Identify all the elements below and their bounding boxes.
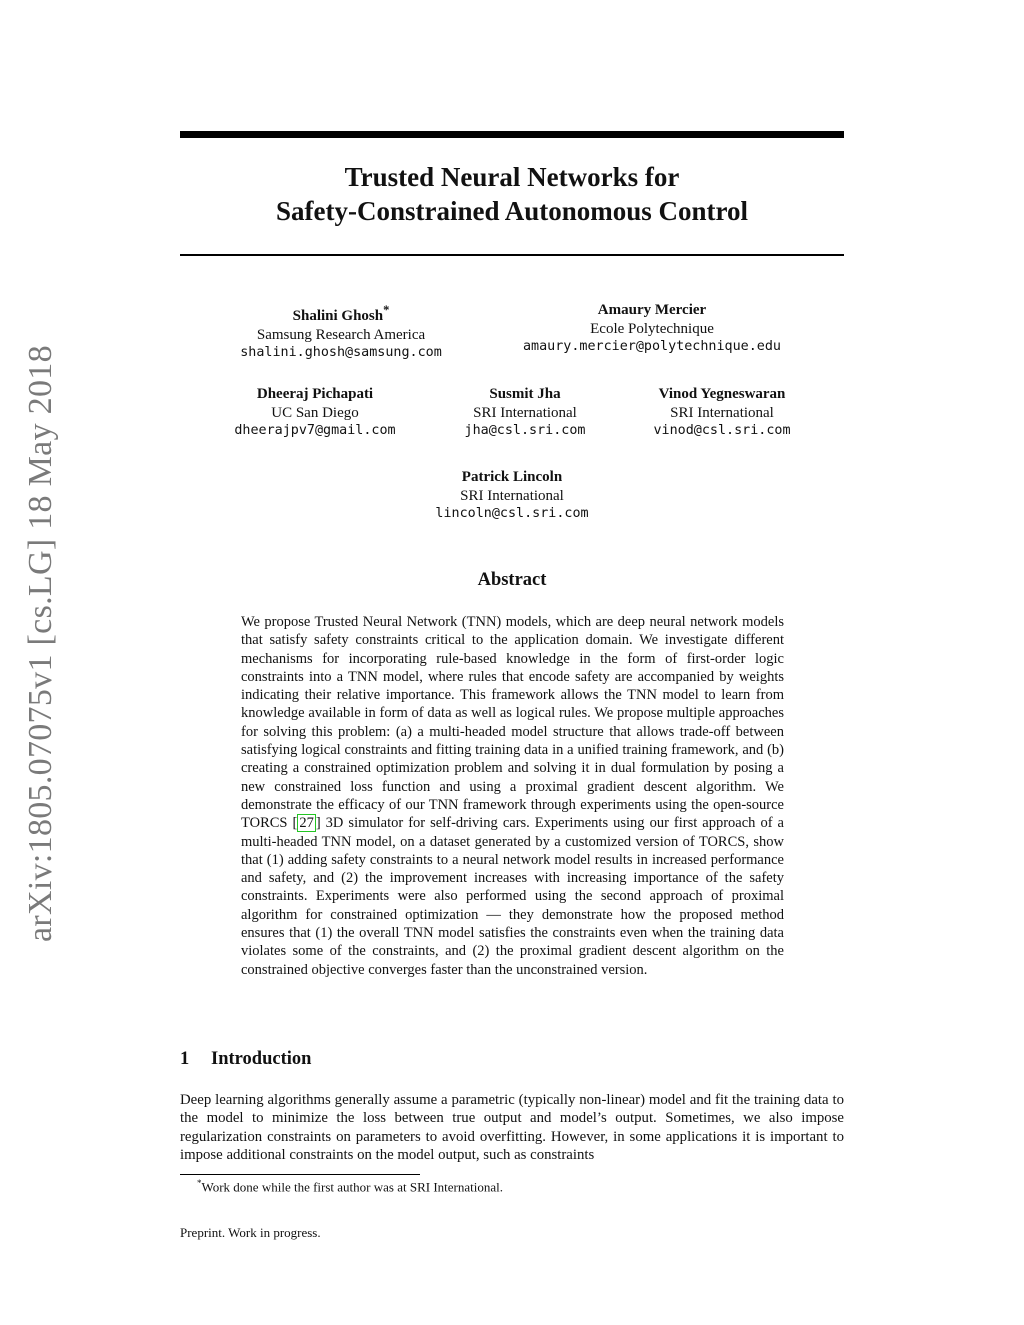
author-email: shalini.ghosh@samsung.com [240, 345, 442, 360]
author-email: amaury.mercier@polytechnique.edu [523, 339, 781, 354]
author-name: Dheeraj Pichapati [256, 386, 374, 402]
author-block [412, 468, 612, 524]
author-block [210, 385, 420, 441]
abstract-heading: Abstract [477, 570, 547, 590]
author-affiliation: SRI International [473, 404, 577, 421]
author-block [630, 385, 814, 441]
footnote-mark: * [197, 1178, 202, 1188]
citation-link[interactable]: 27 [299, 815, 314, 832]
author-email: lincoln@csl.sri.com [435, 506, 589, 521]
section-heading-introduction [180, 1049, 844, 1070]
author-name: Susmit Jha [489, 386, 561, 402]
section-number: 1 [180, 1049, 190, 1069]
author-block [200, 301, 482, 363]
paper-title [180, 160, 844, 228]
abstract-text-part-1: We propose Trusted Neural Network (TNN) models, which are deep neural network models that satisfy safety constraints critical to the application domain. We investigate different mechanisms for incorporating rule-based knowledge in the form of first-order logic constraints into a TNN model, where rules that encode safety are accompanied by weights indicating their relative importance. This framework allows the TNN model to learn from knowledge available in form of data as well as logical rules. We propose multiple approaches for solving this problem: (a) a multi-headed model structure that allows trade-off between satisfying logical constraints and fitting training data in a unified training framework, and (b) creating a constrained optimization problem and solving it in dual formulation by posing a new constrained loss function and using a proximal gradient descent algorithm. We demonstrate the efficacy of our TNN framework through experiments using the open-source TORCS [ [241, 614, 784, 832]
author-name: Vinod Yegneswaran [658, 386, 786, 402]
author-email: vinod@csl.sri.com [653, 423, 791, 438]
author-affiliation: SRI International [460, 487, 564, 504]
author-email: jha@csl.sri.com [464, 423, 586, 438]
author-block [500, 301, 804, 357]
author-name: Shalini Ghosh* [292, 303, 390, 324]
author-affiliation: Samsung Research America [256, 326, 426, 343]
footnote-rule [180, 1174, 420, 1175]
section-title: Introduction [211, 1049, 312, 1069]
title-bottom-rule [180, 254, 844, 256]
arxiv-identifier: arXiv:1805.07075v1 [cs.LG] 18 May 2018 [22, 345, 59, 943]
author-email: dheerajpv7@gmail.com [234, 423, 396, 438]
author-affiliation: SRI International [670, 404, 774, 421]
footnote-marker: * [383, 303, 390, 317]
title-line-1: Trusted Neural Networks for [344, 162, 680, 192]
title-line-2: Safety-Constrained Autonomous Control [275, 196, 749, 226]
introduction-body: Deep learning algorithms generally assume a parametric (typically non-linear) model and fit the training data to the model to minimize the loss between true output and model’s output. Sometimes, we also impose regularization constraints on parameters to avoid overfitting. However, in some applications it is important to impose additional constraints on the model output, such as constraints [180, 1092, 844, 1163]
footnote-text: Work done while the first author was at SRI International. [201, 1179, 503, 1195]
author-name: Patrick Lincoln [461, 469, 563, 485]
footnote [197, 1178, 503, 1195]
title-top-rule [180, 131, 844, 138]
abstract-body [241, 613, 784, 979]
abstract-text-part-2: ] 3D simulator for self-driving cars. Experiments using our first approach of a multi-headed TNN model, on a dataset generated by a customized version of TORCS, show that (1) adding safety constraints to a neural network model results in increased performance and safety, and (2) the improvement increases with increasing importance of the safety constraints. Experiments were also performed using the second approach of proximal algorithm for constrained optimization — they demonstrate how the proposed method ensures that (1) the overall TNN model satisfies the constraints even when the training data violates some of the constraints, and (2) the proximal gradient descent algorithm on the constrained objective converges faster than the unconstrained version. [241, 815, 784, 978]
author-affiliation: UC San Diego [271, 404, 359, 421]
preprint-notice: Preprint. Work in progress. [180, 1225, 321, 1240]
author-name: Amaury Mercier [597, 302, 707, 318]
author-block [440, 385, 610, 441]
author-affiliation: Ecole Polytechnique [590, 320, 714, 337]
